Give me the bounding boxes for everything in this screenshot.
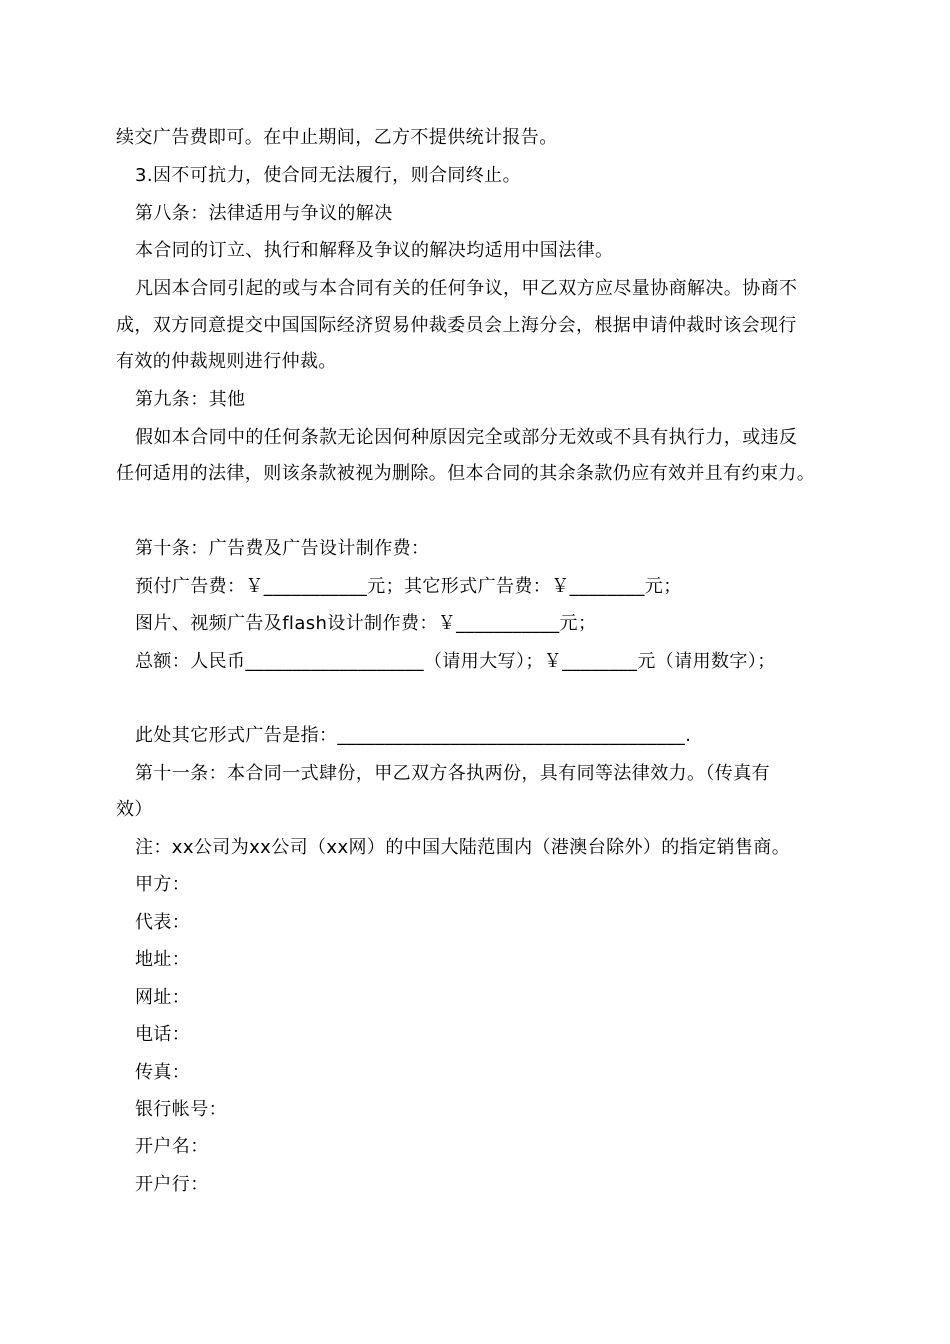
article-8-para-2-line-1: 凡因本合同引起的或与本合同有关的任何争议，甲乙双方应尽量协商解决。协商不 (135, 278, 798, 299)
website-label: 网址： (135, 987, 191, 1008)
article-8-para-2-line-2: 成，双方同意提交中国国际经济贸易仲裁委员会上海分会，根据申请仲裁时该会现行 (116, 315, 797, 336)
article-8-para-1: 本合同的订立、执行和解释及争议的解决均适用中国法律。 (135, 240, 614, 261)
article-8-heading: 第八条：法律适用与争议的解决 (135, 203, 393, 224)
design-fee-line: 图片、视频广告及flash设计制作费：￥___________元； (135, 613, 597, 634)
article-9-heading: 第九条：其他 (135, 389, 246, 410)
address-label: 地址： (135, 949, 191, 970)
bank-account-label: 银行帐号： (135, 1099, 227, 1120)
article-11-line-1: 第十一条：本合同一式肆份，甲乙双方各执两份，具有同等法律效力。（传真有 (135, 763, 770, 784)
account-name-label: 开户名： (135, 1136, 209, 1157)
article-9-para-line-2: 任何适用的法律，则该条款被视为删除。但本合同的其余条款仍应有效并且有约束力。 (116, 463, 816, 484)
fax-label: 传真： (135, 1062, 191, 1083)
clause-item-3: 3.因不可抗力，使合同无法履行，则合同终止。 (135, 165, 521, 186)
total-amount-line: 总额：人民币___________________（请用大写）；￥________元（请用数字）； (135, 651, 776, 672)
party-a-label: 甲方： (135, 874, 191, 895)
representative-label: 代表： (135, 912, 191, 933)
prepaid-fee-line: 预付广告费：￥___________元；其它形式广告费：￥________元； (135, 576, 682, 597)
para-line-continuation: 续交广告费即可。在中止期间，乙方不提供统计报告。 (116, 127, 558, 148)
phone-label: 电话： (135, 1024, 191, 1045)
note-line: 注：xx公司为xx公司（xx网）的中国大陆范围内（港澳台除外）的指定销售商。 (135, 837, 791, 858)
article-8-para-2-line-3: 有效的仲裁规则进行仲裁。 (116, 351, 337, 372)
other-ad-form-line: 此处其它形式广告是指：_____________________________________. (135, 725, 692, 746)
article-9-para-line-1: 假如本合同中的任何条款无论因何种原因完全或部分无效或不具有执行力，或违反 (135, 427, 798, 448)
article-11-line-2: 效） (116, 799, 153, 820)
article-10-heading: 第十条：广告费及广告设计制作费： (135, 538, 430, 559)
bank-branch-label: 开户行： (135, 1174, 209, 1195)
